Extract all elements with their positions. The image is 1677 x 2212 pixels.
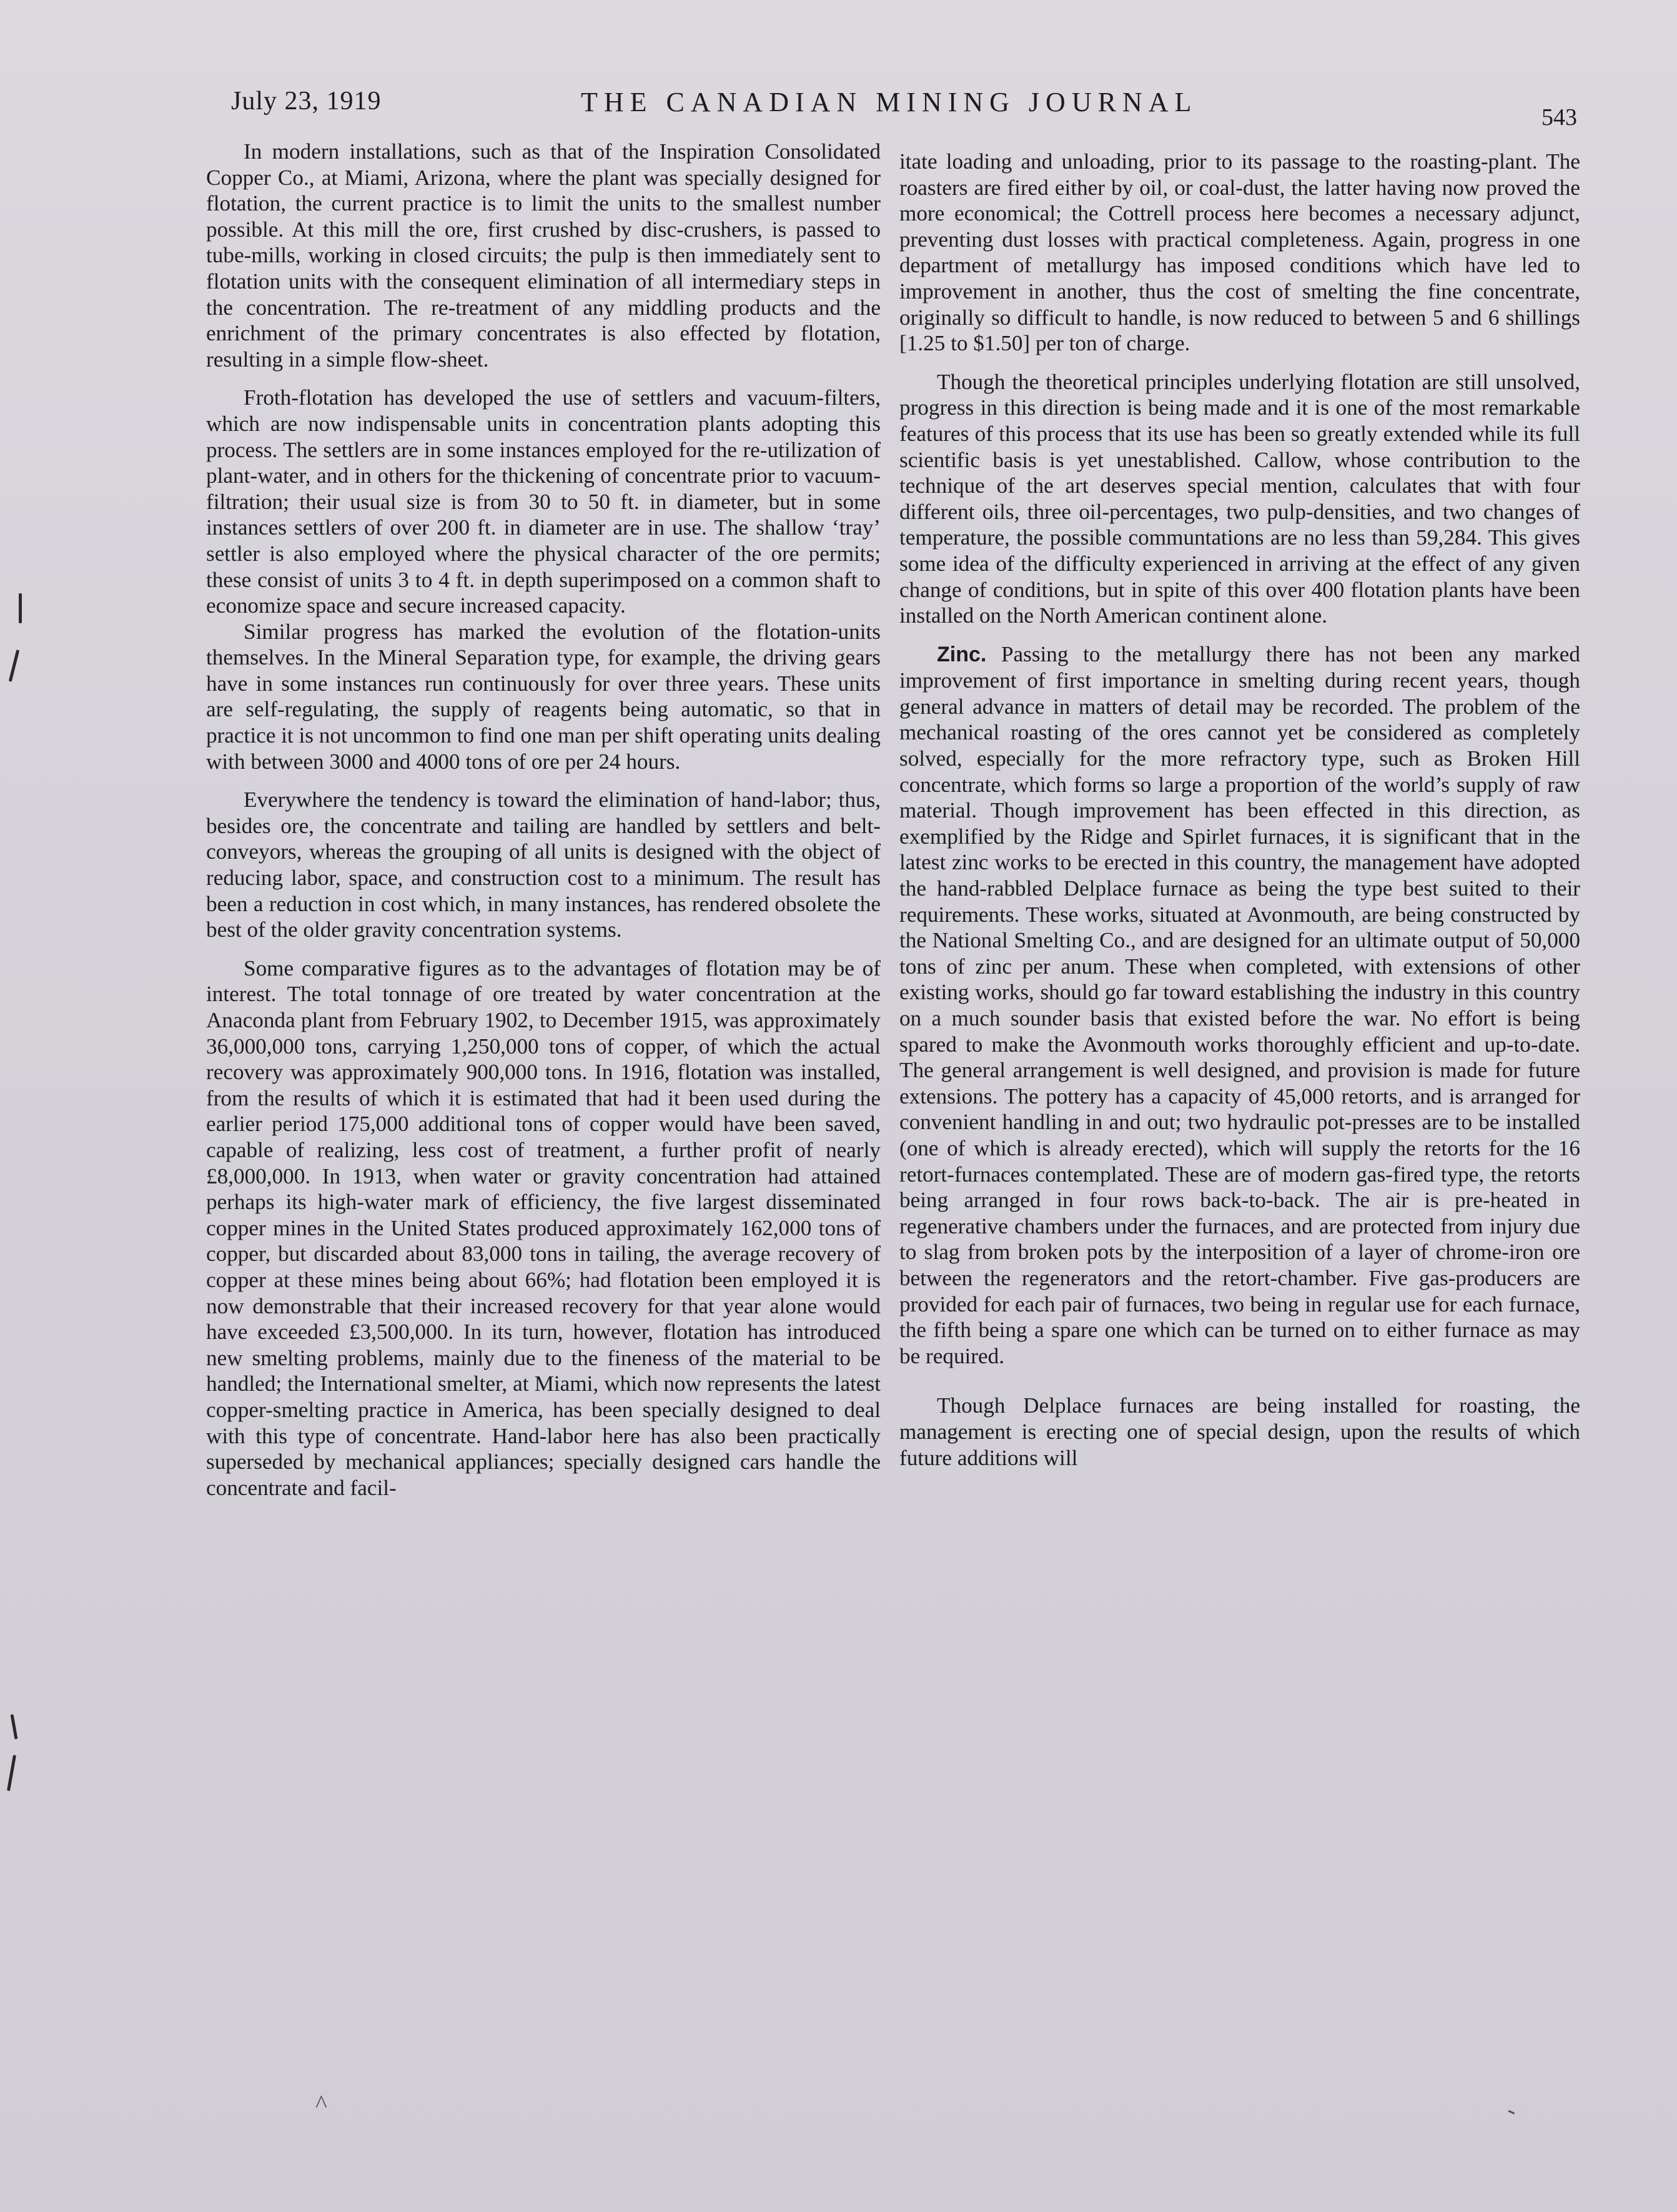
paragraph-comparative-figures: Some comparative figures as to the advantages of flotation may be of interest. The total tonnage of ore treated by water concentration at the Anaconda plant from February 1902, to December 1915, was approximately 36,000,000 tons, carrying 1,250,000 tons of copper, of which the actual recovery was approximately 900,000 tons. In 1916, flotation was installed, from the results of which it is estimated that had it been used during the earlier period 175,000 additional tons of copper would have been saved, capable of realizing, less cost of treatment, a further profit of nearly £8,000,000. In 1913, when water or gravity concentration had attained perhaps its high-water mark of efficiency, the five largest disseminated copper mines in the United States produced approximately 162,000 tons of copper, but discarded about 83,000 tons in tailing, the average recovery of copper at these mines being about 66%; had flotation been employed it is now demonstrable that their increased recovery for that year alone would have exceeded £3,500,000. In its turn, however, flotation has introduced new smelting problems, mainly due to the fineness of the material to be handled; the International smelter, at Miami, which now represents the latest copper-smelting practice in America, has been specially designed to deal with this type of concentrate. Hand-labor here has also been practically superseded by mechanical appliances; specially designed cars handle the concentrate and facil- xyxy=(206,955,881,1500)
margin-mark xyxy=(19,593,22,623)
margin-mark xyxy=(9,649,19,682)
journal-title: THE CANADIAN MINING JOURNAL xyxy=(581,87,1198,117)
paragraph-roasting-plant: itate loading and unloading, prior to its passage to the roasting-plant. The roasters are fired either by oil, or coal-dust, the latter having now proved the more economical; the Cottrell process here becomes a necessary adjunct, preventing dust losses with practical completeness. Again, progress in one department of metallurgy has imposed conditions which have led to improvement in another, thus the cost of smelting the fine concentrate, originally so difficult to handle, is now reduced to between 5 and 6 shillings [1.25 to $1.50] per ton of charge. xyxy=(899,149,1580,356)
page-number: 543 xyxy=(1541,104,1577,131)
margin-mark xyxy=(7,1755,16,1791)
paragraph-theory: Though the theoretical principles underlying flotation are still unsolved, progress in this direction is being made and it is one of the most remarkable features of this process that its use has been so greatly extended while its full scientific basis is yet unestablished. Callow, whose contribution to the technique of the art deserves special mention, calculates that with four different oils, three oil-percentages, two pulp-densities, and two changes of temperature, the possible communtations are no less than 59,284. This gives some idea of the difficulty experienced in arriving at the effect of any given change of conditions, but in spite of this over 400 flotation plants have been installed on the North American continent alone. xyxy=(899,369,1580,628)
left-column xyxy=(206,139,881,1501)
zinc-heading: Zinc. xyxy=(937,642,987,666)
paragraph-flotation-units: Similar progress has marked the evolution of the flotation-units themselves. In the Mineral Separation type, for example, the driving gears have in some instances run continuously for over three years. These units are self-regulating, the supply of reagents being automatic, so that in practice it is not uncommon to find one man per shift operating units dealing with between 3000 and 4000 tons of ore per 24 hours. xyxy=(206,619,881,774)
paragraph-zinc xyxy=(899,641,1580,1370)
paragraph-froth-flotation: Froth-flotation has developed the use of settlers and vacuum-filters, which are now indispensable units in concentration plants adopting this process. The settlers are in some instances employed for the re-utilization of plant-water, and in others for the thickening of concentrate prior to vacuum-filtration; their usual size is from 30 to 50 ft. in diameter, but in some instances settlers of over 200 ft. in diameter are in use. The shallow ‘tray’ settler is also employed where the physical character of the ore permits; these consist of units 3 to 4 ft. in depth superimposed on a common shaft to economize space and secure increased capacity. xyxy=(206,385,881,618)
right-column xyxy=(899,149,1580,1471)
paragraph-installations: In modern installations, such as that of the Inspiration Consolidated Copper Co., at Miami, Arizona, where the plant was specially designed for flotation, the current practice is to limit the units to the smallest number possible. At this mill the ore, first crushed by disc-crushers, is passed to tube-mills, working in closed circuits; the pulp is then immediately sent to flotation units with the consequent elimination of all intermediary steps in the concentration. The re-treatment of any middling products and the enrichment of the primary concentrates is also effected by flotation, resulting in a simple flow-sheet. xyxy=(206,139,881,372)
running-head xyxy=(0,86,1677,131)
zinc-text: Passing to the metallurgy there has not been any marked improvement of first importance in smelting during recent years, though general advance in matters of detail may be recorded. The problem of the mechanical roasting of the ores cannot yet be considered as completely solved, especially for the more refractory type, such as Broken Hill concentrate, which forms so large a proportion of the world’s supply of raw material. Though improvement has been effected in this direction, as exemplified by the Ridge and Spirlet furnaces, it is significant that in the latest zinc works to be erected in this country, the management have adopted the hand-rabbled Delplace furnace as being the type best suited to their requirements. These works, situated at Avonmouth, are being constructed by the National Smelting Co., and are designed for an ultimate output of 50,000 tons of zinc per anum. These when completed, with extensions of other existing works, should go far toward establishing the industry in this country on a much sounder basis that existed before the war. No effort is being spared to make the Avonmouth works thoroughly efficient and up-to-date. The general arrangement is well designed, and provision is made for future extensions. The pottery has a capacity of 45,000 retorts, and is arranged for convenient handling in and out; two hydraulic pot-presses are to be installed (one of which is already erected), which will supply the retorts for the 16 retort-furnaces contemplated. These are of modern gas-fired type, the retorts being arranged in four rows back-to-back. The air is pre-heated in regenerative chambers under the furnaces, and are protected from injury due to slag from broken pots by the interposition of a layer of chrome-iron ore between the regenerators and the retort-chamber. Five gas-producers are provided for each pair of furnaces, two being in regular use for each furnace, the fifth being a spare one which can be turned on to either furnace as may be required. xyxy=(899,641,1580,1368)
paragraph-hand-labor: Everywhere the tendency is toward the elimination of hand-labor; thus, besides ore, the concentrate and tailing are handled by settlers and belt-conveyors, whereas the grouping of all units is designed with the object of reducing labor, space, and construction cost to a minimum. The result has been a reduction in cost which, in many instances, has rendered obsolete the best of the older gravity concentration systems. xyxy=(206,788,881,942)
issue-date: July 23, 1919 xyxy=(231,87,382,116)
paragraph-delplace: Though Delplace furnaces are being installed for roasting, the management is erecting one of special design, upon the results of which future additions will xyxy=(899,1393,1580,1470)
print-smudge: - xyxy=(1503,2095,1523,2125)
margin-mark xyxy=(11,1714,18,1739)
print-smudge: ^ xyxy=(315,2090,327,2118)
